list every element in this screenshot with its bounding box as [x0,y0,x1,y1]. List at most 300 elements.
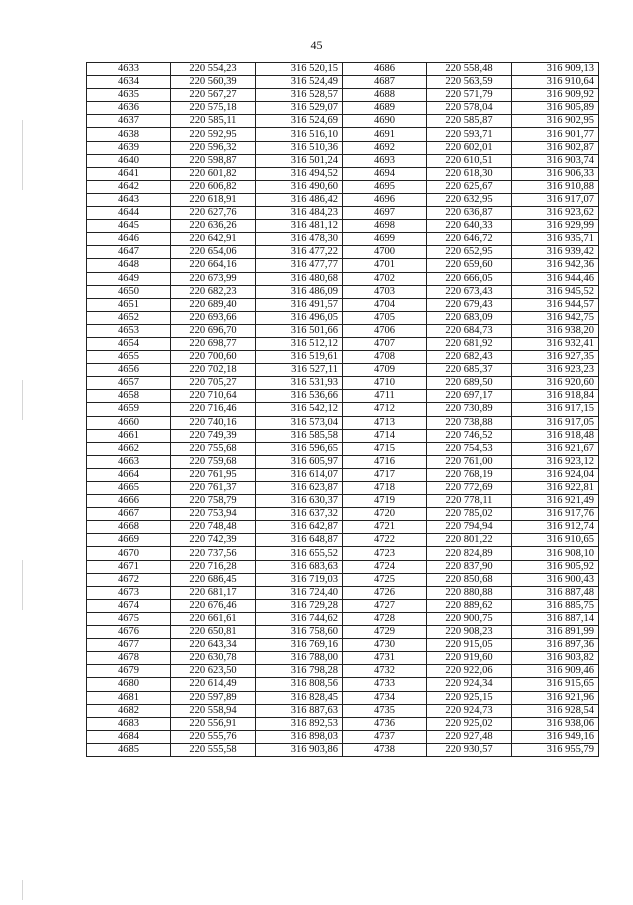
table-row [87,652,599,665]
x-coordinate-cell: 220 598,87 [171,154,256,167]
y-coordinate-cell: 316 573,04 [256,416,343,429]
x-coordinate-cell: 220 575,18 [171,102,256,115]
point-id-cell: 4720 [343,508,427,521]
y-coordinate-cell: 316 828,45 [256,691,343,704]
y-coordinate-cell: 316 536,66 [256,390,343,403]
point-id-cell: 4701 [343,259,427,272]
y-coordinate-cell: 316 922,81 [512,482,599,495]
table-row [87,89,599,102]
x-coordinate-cell: 220 705,27 [171,377,256,390]
y-coordinate-cell: 316 897,36 [512,639,599,652]
point-id-cell: 4637 [87,115,171,128]
point-id-cell: 4647 [87,246,171,259]
y-coordinate-cell: 316 528,57 [256,89,343,102]
table-row [87,626,599,639]
y-coordinate-cell: 316 516,10 [256,128,343,141]
x-coordinate-cell: 220 676,46 [171,599,256,612]
x-coordinate-cell: 220 610,51 [427,154,512,167]
x-coordinate-cell: 220 593,71 [427,128,512,141]
x-coordinate-cell: 220 702,18 [171,364,256,377]
table-row [87,521,599,534]
x-coordinate-cell: 220 567,27 [171,89,256,102]
y-coordinate-cell: 316 949,16 [512,730,599,743]
table-row [87,665,599,678]
point-id-cell: 4668 [87,521,171,534]
x-coordinate-cell: 220 578,04 [427,102,512,115]
point-id-cell: 4728 [343,612,427,625]
table-row [87,128,599,141]
y-coordinate-cell: 316 924,04 [512,468,599,481]
y-coordinate-cell: 316 798,28 [256,665,343,678]
point-id-cell: 4700 [343,246,427,259]
point-id-cell: 4673 [87,586,171,599]
point-id-cell: 4641 [87,167,171,180]
table-row [87,560,599,573]
x-coordinate-cell: 220 686,45 [171,573,256,586]
x-coordinate-cell: 220 646,72 [427,233,512,246]
table-row [87,534,599,547]
point-id-cell: 4723 [343,547,427,560]
y-coordinate-cell: 316 744,62 [256,612,343,625]
y-coordinate-cell: 316 769,16 [256,639,343,652]
point-id-cell: 4697 [343,207,427,220]
y-coordinate-cell: 316 909,92 [512,89,599,102]
coordinates-table-wrapper [86,62,599,757]
y-coordinate-cell: 316 494,52 [256,167,343,180]
point-id-cell: 4646 [87,233,171,246]
x-coordinate-cell: 220 730,89 [427,403,512,416]
x-coordinate-cell: 220 761,00 [427,455,512,468]
point-id-cell: 4655 [87,351,171,364]
x-coordinate-cell: 220 563,59 [427,76,512,89]
y-coordinate-cell: 316 903,86 [256,743,343,756]
x-coordinate-cell: 220 693,66 [171,311,256,324]
y-coordinate-cell: 316 903,82 [512,652,599,665]
y-coordinate-cell: 316 501,66 [256,324,343,337]
point-id-cell: 4694 [343,167,427,180]
x-coordinate-cell: 220 759,68 [171,455,256,468]
table-row [87,167,599,180]
x-coordinate-cell: 220 661,61 [171,612,256,625]
y-coordinate-cell: 316 917,05 [512,416,599,429]
y-coordinate-cell: 316 891,99 [512,626,599,639]
table-row [87,429,599,442]
point-id-cell: 4705 [343,311,427,324]
x-coordinate-cell: 220 927,48 [427,730,512,743]
y-coordinate-cell: 316 524,49 [256,76,343,89]
point-id-cell: 4696 [343,193,427,206]
point-id-cell: 4677 [87,639,171,652]
point-id-cell: 4643 [87,193,171,206]
point-id-cell: 4680 [87,678,171,691]
point-id-cell: 4663 [87,455,171,468]
x-coordinate-cell: 220 625,67 [427,180,512,193]
x-coordinate-cell: 220 666,05 [427,272,512,285]
x-coordinate-cell: 220 930,57 [427,743,512,756]
x-coordinate-cell: 220 585,11 [171,115,256,128]
y-coordinate-cell: 316 614,07 [256,468,343,481]
point-id-cell: 4738 [343,743,427,756]
table-row [87,416,599,429]
y-coordinate-cell: 316 486,09 [256,285,343,298]
x-coordinate-cell: 220 778,11 [427,495,512,508]
x-coordinate-cell: 220 683,09 [427,311,512,324]
point-id-cell: 4692 [343,141,427,154]
point-id-cell: 4698 [343,220,427,233]
x-coordinate-cell: 220 632,95 [427,193,512,206]
point-id-cell: 4683 [87,717,171,730]
y-coordinate-cell: 316 478,30 [256,233,343,246]
table-row [87,599,599,612]
table-row [87,102,599,115]
point-id-cell: 4667 [87,508,171,521]
table-row [87,63,599,76]
point-id-cell: 4732 [343,665,427,678]
point-id-cell: 4737 [343,730,427,743]
table-row [87,76,599,89]
y-coordinate-cell: 316 942,75 [512,311,599,324]
x-coordinate-cell: 220 585,87 [427,115,512,128]
x-coordinate-cell: 220 837,90 [427,560,512,573]
x-coordinate-cell: 220 682,23 [171,285,256,298]
point-id-cell: 4652 [87,311,171,324]
y-coordinate-cell: 316 529,07 [256,102,343,115]
point-id-cell: 4644 [87,207,171,220]
y-coordinate-cell: 316 935,71 [512,233,599,246]
point-id-cell: 4716 [343,455,427,468]
y-coordinate-cell: 316 788,00 [256,652,343,665]
x-coordinate-cell: 220 924,73 [427,704,512,717]
point-id-cell: 4666 [87,495,171,508]
y-coordinate-cell: 316 909,13 [512,63,599,76]
y-coordinate-cell: 316 887,48 [512,586,599,599]
table-row [87,180,599,193]
point-id-cell: 4687 [343,76,427,89]
point-id-cell: 4659 [87,403,171,416]
table-row [87,298,599,311]
y-coordinate-cell: 316 918,84 [512,390,599,403]
x-coordinate-cell: 220 673,99 [171,272,256,285]
x-coordinate-cell: 220 659,60 [427,259,512,272]
point-id-cell: 4693 [343,154,427,167]
point-id-cell: 4648 [87,259,171,272]
x-coordinate-cell: 220 889,62 [427,599,512,612]
x-coordinate-cell: 220 738,88 [427,416,512,429]
y-coordinate-cell: 316 531,93 [256,377,343,390]
x-coordinate-cell: 220 716,28 [171,560,256,573]
y-coordinate-cell: 316 480,68 [256,272,343,285]
table-row [87,743,599,756]
y-coordinate-cell: 316 491,57 [256,298,343,311]
x-coordinate-cell: 220 768,19 [427,468,512,481]
point-id-cell: 4715 [343,442,427,455]
y-coordinate-cell: 316 955,79 [512,743,599,756]
point-id-cell: 4649 [87,272,171,285]
x-coordinate-cell: 220 919,60 [427,652,512,665]
y-coordinate-cell: 316 910,64 [512,76,599,89]
x-coordinate-cell: 220 915,05 [427,639,512,652]
y-coordinate-cell: 316 758,60 [256,626,343,639]
y-coordinate-cell: 316 909,46 [512,665,599,678]
point-id-cell: 4706 [343,324,427,337]
y-coordinate-cell: 316 898,03 [256,730,343,743]
y-coordinate-cell: 316 477,77 [256,259,343,272]
y-coordinate-cell: 316 486,42 [256,193,343,206]
point-id-cell: 4633 [87,63,171,76]
y-coordinate-cell: 316 887,63 [256,704,343,717]
y-coordinate-cell: 316 915,65 [512,678,599,691]
y-coordinate-cell: 316 605,97 [256,455,343,468]
y-coordinate-cell: 316 902,95 [512,115,599,128]
table-row [87,272,599,285]
y-coordinate-cell: 316 939,42 [512,246,599,259]
point-id-cell: 4635 [87,89,171,102]
table-row [87,337,599,350]
x-coordinate-cell: 220 801,22 [427,534,512,547]
point-id-cell: 4722 [343,534,427,547]
point-id-cell: 4726 [343,586,427,599]
point-id-cell: 4670 [87,547,171,560]
x-coordinate-cell: 220 679,43 [427,298,512,311]
table-row [87,442,599,455]
point-id-cell: 4719 [343,495,427,508]
point-id-cell: 4662 [87,442,171,455]
y-coordinate-cell: 316 630,37 [256,495,343,508]
x-coordinate-cell: 220 664,16 [171,259,256,272]
point-id-cell: 4642 [87,180,171,193]
y-coordinate-cell: 316 917,07 [512,193,599,206]
point-id-cell: 4672 [87,573,171,586]
y-coordinate-cell: 316 496,05 [256,311,343,324]
y-coordinate-cell: 316 729,28 [256,599,343,612]
point-id-cell: 4651 [87,298,171,311]
point-id-cell: 4708 [343,351,427,364]
point-id-cell: 4675 [87,612,171,625]
y-coordinate-cell: 316 648,87 [256,534,343,547]
y-coordinate-cell: 316 917,15 [512,403,599,416]
table-row [87,285,599,298]
x-coordinate-cell: 220 560,39 [171,76,256,89]
y-coordinate-cell: 316 938,20 [512,324,599,337]
y-coordinate-cell: 316 928,54 [512,704,599,717]
y-coordinate-cell: 316 892,53 [256,717,343,730]
table-row [87,586,599,599]
point-id-cell: 4658 [87,390,171,403]
x-coordinate-cell: 220 689,50 [427,377,512,390]
point-id-cell: 4674 [87,599,171,612]
y-coordinate-cell: 316 585,58 [256,429,343,442]
point-id-cell: 4691 [343,128,427,141]
y-coordinate-cell: 316 927,35 [512,351,599,364]
point-id-cell: 4682 [87,704,171,717]
x-coordinate-cell: 220 636,87 [427,207,512,220]
y-coordinate-cell: 316 920,60 [512,377,599,390]
y-coordinate-cell: 316 484,23 [256,207,343,220]
y-coordinate-cell: 316 923,23 [512,364,599,377]
y-coordinate-cell: 316 885,75 [512,599,599,612]
y-coordinate-cell: 316 921,67 [512,442,599,455]
y-coordinate-cell: 316 910,88 [512,180,599,193]
x-coordinate-cell: 220 618,91 [171,193,256,206]
y-coordinate-cell: 316 923,62 [512,207,599,220]
x-coordinate-cell: 220 697,17 [427,390,512,403]
table-row [87,612,599,625]
y-coordinate-cell: 316 918,48 [512,429,599,442]
x-coordinate-cell: 220 761,37 [171,482,256,495]
table-row [87,246,599,259]
x-coordinate-cell: 220 761,95 [171,468,256,481]
point-id-cell: 4679 [87,665,171,678]
point-id-cell: 4681 [87,691,171,704]
y-coordinate-cell: 316 512,12 [256,337,343,350]
x-coordinate-cell: 220 682,43 [427,351,512,364]
y-coordinate-cell: 316 921,96 [512,691,599,704]
x-coordinate-cell: 220 689,40 [171,298,256,311]
x-coordinate-cell: 220 850,68 [427,573,512,586]
scan-margin-line [22,560,23,610]
y-coordinate-cell: 316 932,41 [512,337,599,350]
y-coordinate-cell: 316 900,43 [512,573,599,586]
point-id-cell: 4695 [343,180,427,193]
y-coordinate-cell: 316 519,61 [256,351,343,364]
table-row [87,482,599,495]
table-row [87,311,599,324]
table-row [87,220,599,233]
x-coordinate-cell: 220 716,46 [171,403,256,416]
table-row [87,547,599,560]
point-id-cell: 4733 [343,678,427,691]
y-coordinate-cell: 316 719,03 [256,573,343,586]
point-id-cell: 4664 [87,468,171,481]
x-coordinate-cell: 220 602,01 [427,141,512,154]
point-id-cell: 4734 [343,691,427,704]
x-coordinate-cell: 220 698,77 [171,337,256,350]
table-row [87,193,599,206]
x-coordinate-cell: 220 556,91 [171,717,256,730]
point-id-cell: 4699 [343,233,427,246]
table-row [87,704,599,717]
y-coordinate-cell: 316 642,87 [256,521,343,534]
point-id-cell: 4661 [87,429,171,442]
table-row [87,717,599,730]
x-coordinate-cell: 220 758,79 [171,495,256,508]
x-coordinate-cell: 220 746,52 [427,429,512,442]
y-coordinate-cell: 316 527,11 [256,364,343,377]
table-row [87,678,599,691]
point-id-cell: 4689 [343,102,427,115]
x-coordinate-cell: 220 606,82 [171,180,256,193]
x-coordinate-cell: 220 685,37 [427,364,512,377]
table-row [87,154,599,167]
y-coordinate-cell: 316 944,46 [512,272,599,285]
point-id-cell: 4711 [343,390,427,403]
coordinates-table-body [87,63,599,757]
y-coordinate-cell: 316 923,12 [512,455,599,468]
point-id-cell: 4688 [343,89,427,102]
point-id-cell: 4654 [87,337,171,350]
table-row [87,403,599,416]
x-coordinate-cell: 220 555,76 [171,730,256,743]
y-coordinate-cell: 316 908,10 [512,547,599,560]
y-coordinate-cell: 316 938,06 [512,717,599,730]
x-coordinate-cell: 220 754,53 [427,442,512,455]
y-coordinate-cell: 316 945,52 [512,285,599,298]
point-id-cell: 4650 [87,285,171,298]
y-coordinate-cell: 316 724,40 [256,586,343,599]
point-id-cell: 4731 [343,652,427,665]
x-coordinate-cell: 220 673,43 [427,285,512,298]
coordinates-table [86,62,599,757]
point-id-cell: 4713 [343,416,427,429]
x-coordinate-cell: 220 700,60 [171,351,256,364]
point-id-cell: 4645 [87,220,171,233]
x-coordinate-cell: 220 748,48 [171,521,256,534]
point-id-cell: 4684 [87,730,171,743]
x-coordinate-cell: 220 601,82 [171,167,256,180]
x-coordinate-cell: 220 681,92 [427,337,512,350]
x-coordinate-cell: 220 650,81 [171,626,256,639]
point-id-cell: 4718 [343,482,427,495]
point-id-cell: 4640 [87,154,171,167]
x-coordinate-cell: 220 684,73 [427,324,512,337]
x-coordinate-cell: 220 922,06 [427,665,512,678]
point-id-cell: 4736 [343,717,427,730]
scan-margin-line [22,380,23,420]
x-coordinate-cell: 220 755,68 [171,442,256,455]
y-coordinate-cell: 316 637,32 [256,508,343,521]
point-id-cell: 4676 [87,626,171,639]
point-id-cell: 4721 [343,521,427,534]
point-id-cell: 4709 [343,364,427,377]
point-id-cell: 4725 [343,573,427,586]
x-coordinate-cell: 220 618,30 [427,167,512,180]
point-id-cell: 4710 [343,377,427,390]
table-row [87,377,599,390]
point-id-cell: 4634 [87,76,171,89]
table-row [87,691,599,704]
point-id-cell: 4671 [87,560,171,573]
x-coordinate-cell: 220 597,89 [171,691,256,704]
x-coordinate-cell: 220 710,64 [171,390,256,403]
point-id-cell: 4724 [343,560,427,573]
y-coordinate-cell: 316 902,87 [512,141,599,154]
x-coordinate-cell: 220 880,88 [427,586,512,599]
x-coordinate-cell: 220 596,32 [171,141,256,154]
x-coordinate-cell: 220 555,58 [171,743,256,756]
x-coordinate-cell: 220 642,91 [171,233,256,246]
table-row [87,233,599,246]
point-id-cell: 4729 [343,626,427,639]
point-id-cell: 4690 [343,115,427,128]
table-row [87,351,599,364]
y-coordinate-cell: 316 520,15 [256,63,343,76]
point-id-cell: 4678 [87,652,171,665]
point-id-cell: 4727 [343,599,427,612]
table-row [87,390,599,403]
table-row [87,259,599,272]
x-coordinate-cell: 220 749,39 [171,429,256,442]
table-row [87,730,599,743]
y-coordinate-cell: 316 501,24 [256,154,343,167]
point-id-cell: 4660 [87,416,171,429]
point-id-cell: 4707 [343,337,427,350]
x-coordinate-cell: 220 558,94 [171,704,256,717]
y-coordinate-cell: 316 481,12 [256,220,343,233]
y-coordinate-cell: 316 901,77 [512,128,599,141]
point-id-cell: 4702 [343,272,427,285]
y-coordinate-cell: 316 917,76 [512,508,599,521]
table-row [87,455,599,468]
